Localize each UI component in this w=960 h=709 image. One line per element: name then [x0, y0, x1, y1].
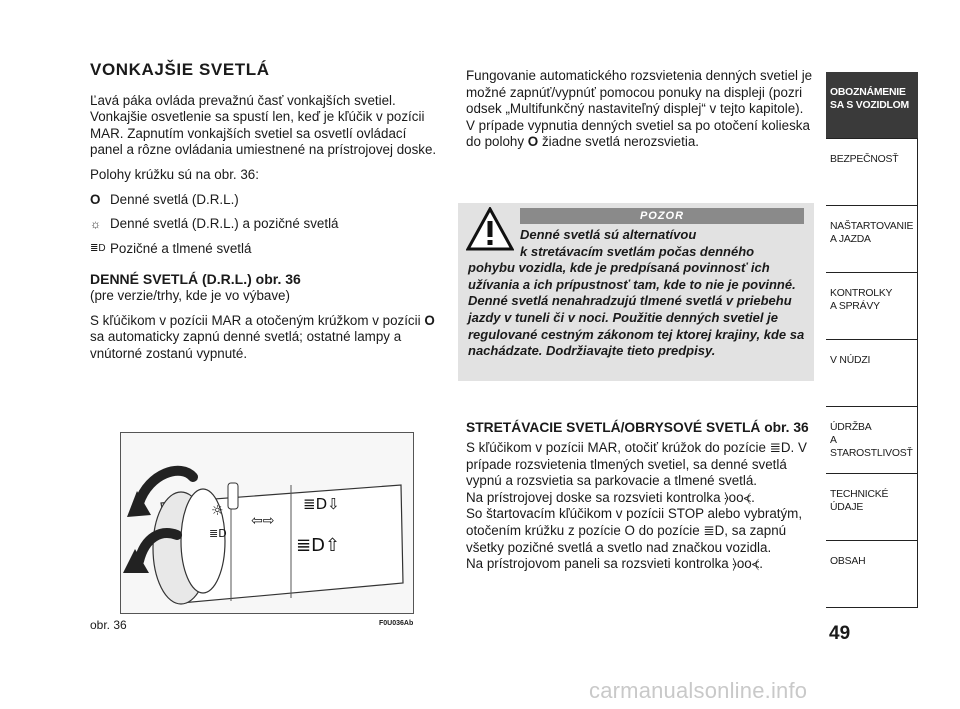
svg-text:☼: ☼	[211, 503, 224, 519]
position-item	[90, 216, 442, 233]
tab-udrzba[interactable]	[826, 407, 918, 474]
low-beam-p2: Na prístrojovej doske sa rozsvieti kontrolka ⦒oo⦓.	[466, 489, 755, 505]
circle-o-symbol-icon: O	[424, 312, 435, 328]
circle-o-symbol-icon: O	[90, 191, 101, 207]
intro-paragraph: Ľavá páka ovláda prevažnú časť vonkajších svetiel. Vonkajšie osvetlenie sa spustí len, keď je kľúčik v pozícii MAR. Zapnutím vonkajších svetiel sa osvetlí ovládací panel a rôzne ovládania umiestnené na prístrojovej doske.	[90, 92, 437, 158]
tab-oboznamenie[interactable]	[826, 72, 918, 139]
drl-text-start: S kľúčikom v pozícii MAR a otočeným krúžkom v pozícii	[90, 312, 425, 328]
section-heading: VONKAJŠIE SVETLÁ	[90, 60, 270, 79]
sun-icon: ☼	[90, 217, 101, 232]
position-text: Denné svetlá (D.R.L.)	[110, 191, 239, 207]
position-text: Denné svetlá (D.R.L.) a pozičné svetlá	[110, 216, 339, 232]
chapter-sidebar	[826, 72, 918, 608]
right-column-bottom	[466, 420, 816, 573]
warning-line-1: Denné svetlá sú alternatívou	[520, 227, 697, 242]
warning-text	[468, 227, 808, 360]
drl-heading: DENNÉ SVETLÁ (D.R.L.) obr. 36	[90, 271, 301, 288]
page-number: 49	[829, 623, 851, 644]
position-item	[90, 241, 442, 258]
figure-caption: obr. 36	[90, 618, 127, 632]
right-column-top	[466, 68, 814, 151]
light-stalk-illustration	[121, 433, 413, 613]
tab-technicke-udaje[interactable]	[826, 474, 918, 541]
tab-label: OBSAH	[830, 556, 866, 567]
auto-drl-paragraph	[466, 68, 814, 151]
circle-o-symbol-icon: O	[527, 134, 539, 150]
positions-intro: Polohy krúžku sú na obr. 36:	[90, 166, 259, 182]
auto-drl-text-start: Fungovanie automatického rozsvietenia denných svetiel je možné zapnúť/vypnúť pomocou ponuky na displeji (pozri odsek „Multifunkčný nastaviteľný displej“ v tejto kapitole). V prípade vypnutia denných svetiel sa po otočení kolieska do polohy	[466, 68, 813, 150]
warning-body: pohybu vozidla, kde je predpísaná povinnosť ich užívania a ich prípustnosť tam, kde to nie je povinné. Denné svetlá nenahradzujú tlmené svetlá v priebehu jazdy v tuneli či v noci. Použitie denných svetiel je regulované cestným zákonom tej ktorej krajiny, kde sa nachádzate. Dodržiavajte tieto predpisy.	[468, 260, 805, 359]
tab-nastartovanie[interactable]	[826, 206, 918, 273]
tab-label: BEZPEČNOSŤ	[830, 154, 899, 165]
low-beam-p3: So štartovacím kľúčikom v pozícii STOP alebo vybratým, otočením krúžku z pozície O do pozície ≣D, sa zapnú všetky pozičné svetlá a svetlo nad značkou vozidla.	[466, 506, 803, 555]
auto-drl-text-end: žiadne svetlá nerozsvietia.	[538, 134, 699, 150]
tab-label: ÚDRŽBA A STAROSTLIVOSŤ	[830, 422, 913, 459]
svg-text:≣D⇩: ≣D⇩	[303, 495, 340, 513]
warning-title: POZOR	[520, 208, 804, 224]
tab-bezpecnost[interactable]	[826, 139, 918, 206]
tab-label: V NÚDZI	[830, 355, 871, 366]
low-beam-icon: ≣D	[90, 242, 106, 254]
drl-paragraph	[90, 313, 442, 363]
warning-line-2: k stretávacím svetlám počas denného	[520, 243, 755, 259]
figure-code: F0U036Ab	[379, 620, 414, 627]
tab-v-nudzi[interactable]	[826, 340, 918, 407]
tab-obsah[interactable]	[826, 541, 918, 608]
svg-text:≣D: ≣D	[209, 527, 227, 540]
svg-text:≣D⇧: ≣D⇧	[296, 535, 341, 556]
position-item	[90, 192, 442, 209]
lever-figure	[120, 432, 414, 614]
footer-watermark: carmanualsonline.info	[589, 678, 808, 703]
tab-label: KONTROLKY A SPRÁVY	[830, 288, 893, 312]
drl-subheading: (pre verzie/trhy, kde je vo výbave)	[90, 287, 290, 303]
low-beam-heading: STRETÁVACIE SVETLÁ/OBRYSOVÉ SVETLÁ obr. 36	[466, 420, 809, 435]
svg-text:⇦⇨: ⇦⇨	[251, 513, 275, 529]
warning-box	[458, 203, 814, 381]
left-column	[90, 62, 442, 370]
low-beam-p4: Na prístrojovom paneli sa rozsvieti kontrolka ⦒oo⦓.	[466, 556, 764, 572]
drl-text-end: sa automaticky zapnú denné svetlá; ostatné lampy a vnútorné zostanú vypnuté.	[90, 329, 402, 361]
tab-label: TECHNICKÉ ÚDAJE	[830, 489, 889, 513]
position-text: Pozičné a tlmené svetlá	[110, 240, 252, 256]
tab-label: NAŠTARTOVANIE A JAZDA	[830, 221, 914, 245]
low-beam-p1: S kľúčikom v pozícii MAR, otočiť krúžok do pozície ≣D. V prípade rozsvietenia tlmených svetiel, sa denné svetlá vypnú a rozsvietia sa parkovacie a tlmené svetlá.	[466, 440, 807, 489]
tab-label: OBOZNÁMENIE SA S VOZIDLOM	[830, 87, 909, 111]
tab-kontrolky[interactable]	[826, 273, 918, 340]
